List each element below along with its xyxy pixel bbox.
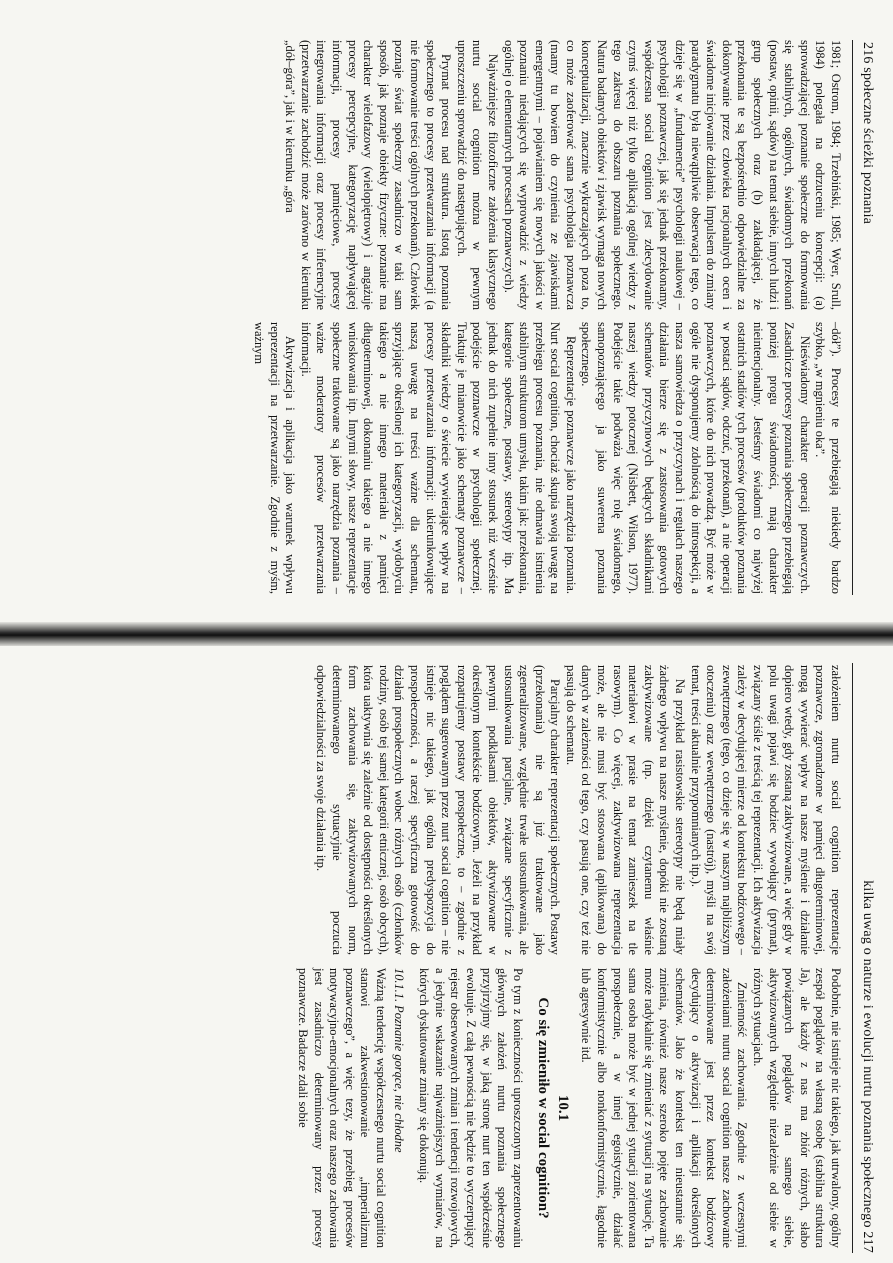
paragraph: założeniem nurtu social cognition reprezentacje poznawcze, zgromadzone w pamięci długoterminowej, mogą wywierać wpływ na nasze myślenie i działanie dopiero wtedy, gdy zostaną zaktywizowane, a więc gdy w polu uwagi pojawi się bodziec wywołujący (prymat), związany ściśle z treścią tej reprezentacji. Ich aktywizacja zależy w decydującej mierze od kontekstu bodźcowego – zewnętrznego (tego, co dzieje się w naszym najbliższym otoczeniu) oraz wewnętrznego (nastrój), myśli na swój temat, treści aktualnie przypomnianych itp.). (688, 665, 843, 955)
paragraph: Reprezentacje poznawcze jako narzędzia poznania. Nurt social cognition, chociaż skupia swoją uwagę na przebiegu procesu poznania, nie odmawia istnienia stabilnym strukturom umysłu, takim jak: przekonania, kategorie społeczne, postawy, stereotypy itp. Ma jednak do nich zupełnie inny stosunek niż wcześnie podejście poznawcze w psychologii społecznej. Traktuje je mianowicie jako schematy poznawcze – składniki wiedzy o świecie wywierające wpływ na procesy przetwarzania informacji: ukierunkowujące naszą uwagę na treści ważne dla schematu, sprzyjające określonej ich kategoryzacji, wydobyciu takiego a nie innego materiału z pamięci długoterminowej, dokonaniu takiego a nie innego wnioskowania itp. Innymi słowy, nasze reprezentacje społeczne traktowane są jako narzędzia poznania – ważne moderatory procesów przetwarzania informacji. (298, 322, 578, 594)
header-rule (852, 40, 853, 595)
paragraph: Nieświadomy charakter operacji poznawczych. Zasadnicze procesy poznania społecznego przebiegają poniżej progu świadomości, mają charakter nieintencjonalny. Jesteśmy świadomi co najwyżej ostatnich stadiów tych procesów (produktów poznania w postaci sądów, odczuć, przekonań), a nie operacji poznawczych, które do nich prowadzą. Być może w ogóle nie dysponujemy zdolnością do introspekcji, a nasza samowiedza o przyczynach i regułach naszego działania bierze się z zastosowania gotowych schematów przyczynowych będących składnikami naszej wiedzy potocznej (Nisbett, Wilson, 1977). Podejście takie podważa więc rolę świadomego, samopoznającego ja jako suwerena poznania społecznego. (579, 322, 812, 594)
section-title: Co się zmieniło w social cognition? (535, 997, 552, 1219)
paragraph: 1981; Ostrom, 1984; Trzebiński, 1985; Wyer, Srull, 1984) polegała na odrzuceniu koncepcji: (a) sprowadzającej poznanie społeczne do formowania się stabilnych, ogólnych, świadomych przekonań (postaw, opinii, sądów) na temat siebie, innych ludzi i grup społecznych oraz (b) zakładającej, że przekonania te są bezpośrednio odpowiedzialne za dokonywanie przez człowieka racjonalnych ocen i świadome inicjowanie działania. Impulsem do zmiany paradygmatu była niewątpliwie obserwacja tego, co dzieje się w „fundamencie” psychologii naukowej – psychologii poznawczej, jak się jednak przekonamy, współczesna social cognition jest zdecydowanie czymś więcej niż tylko aplikacją ogólnej wiedzy z tego zakresu do obszaru poznania społecznego. Natura badanych obiektów i zjawisk wymaga nowych konceptualizacji, znacznie wykraczających poza to, co może zaoferować sama psychologia poznawcza (mamy tu bowiem do czynienia ze zjawiskami emergentnymi – pojawianiem się nowych jakości w poznaniu niedających się wyprowadzić z wiedzy ogólnej o elementarnych procesach poznawczych). (501, 40, 843, 310)
right-column-2 (294, 968, 843, 1248)
running-head-right: kilka uwag o naturze i ewolucji nurtu poznania społecznego 217 (860, 880, 875, 1253)
right-page (0, 643, 893, 1263)
paragraph: Najważniejsze filozoficzne założenia klasycznego nurtu social cognition można w pewnym uproszczeniu sprowadzić do następujących. (454, 40, 500, 310)
paragraph: Podobnie, nie istnieje nic takiego, jak utrwalony, ogólny zespół poglądów na własną osobę (stabilna struktura Ja), ale każdy z nas ma zbiór różnych, słabo powiązanych poglądów na samego siebie, aktywizowanych względnie niezależnie od siebie w różnych sytuacjach. (751, 968, 843, 1248)
paragraph: Parcjalny charakter reprezentacji społecznych. Postawy (przekonania) nie są już traktowane jako zgeneralizowane, względnie trwałe ustosunkowania, ale ustosunkowania parcjalne, związane specyficznie z pewnymi podklasami obiektów, aktywizowane w określonym kontekście bodźcowym. Jeżeli na przykład rozpatrujemy postawy prospołeczne, to – zgodnie z poglądem sugerowanym przez nurt social cognition – nie istnieje nic takiego, jak ogólna predyspozycja do prospołeczności, a raczej specyficzna gotowość do działań prospołecznych wobec różnych osób (członków rodziny, osób tej samej kategorii etnicznej, osób obcych), która uaktywnia się zależnie od dostępności określonych form zachowania się, zaktywizowanych norm, determinowanego sytuacyjnie poczucia odpowiedzialności za swoje działania itp. (314, 665, 563, 955)
paragraph: Aktywizacja i aplikacja jako warunek wpływu reprezentacji na przetwarzanie. Zgodnie z myśm, ważnym (252, 322, 298, 594)
left-page (0, 0, 893, 625)
subsection-heading: 10.1.1. Poznanie gorące, nie chłodne (391, 968, 406, 1153)
left-column-1 (282, 40, 843, 310)
header-rule (852, 663, 853, 1253)
paragraph: Zmienność zachowania. Zgodnie z wczesnymi założeniami nurtu social cognition nasze zachowanie determinowane jest przez kontekst bodźcowy decydujący o aktywizacji i aplikacji określonych schematów. Jako że kontekst ten nieustannie się zmienia, również nasze szeroko pojęte zachowanie może radykalnie się zmieniać z sytuacji na sytuację. Ta sama osoba może być w jednej sytuacji zorientowana prospołecznie, a w innej egoistycznie, działać konformistycznie albo nonkonformistycznie, łagodnie lub agresywnie itd. (579, 968, 750, 1248)
section-number: 10.1 (554, 1094, 571, 1122)
paragraph: Ważną tendencję współczesnego nurtu social cognition stanowi zakwestionowanie „imperializmu poznawczego”, a więc tezy, że przebieg procesów motywacyjno-emocjonalnych oraz naszego zachowania jest zasadniczo determinowany przez procesy poznawcze. Badacze zdali sobie (296, 968, 388, 1248)
left-column-2 (250, 322, 843, 594)
running-head-left: 216 społeczne ścieżki poznania (860, 42, 875, 225)
paragraph: Na przykład rasistowskie stereotypy nie będą miały żadnego wpływu na nasze myślenie, dopóki nie zostaną zaktywizowane (np. dzięki czytanemu właśnie materiałowi w prasie na temat zamieszek na tle rasowym). Co więcej, zaktywizowana reprezentacja może, ale nie musi być stosowana (aplikowana) do danych w zależności od tego, czy pasują one, czy też nie pasują do schematu. (563, 665, 688, 955)
paragraph: –dół”). Procesy te przebiegają niekiedy bardzo szybko, „w mgnieniu oka”. (813, 322, 843, 594)
right-column-1 (313, 665, 843, 955)
paragraph: Po tym z konieczności uproszczonym zaprezentowaniu głównych założeń nurtu poznania społecznego przyjrzyjmy się, w jaką stronę nurt ten współcześnie ewoluuje. Z całą pewnością nie będzie to wyczerpujący rejestr obserwowanych zmian i tendencji rozwojowych, a jedynie wskazanie najważniejszych wymiarów, na których dyskutowane zmiany się dokonują. (417, 968, 525, 1248)
paragraph: Prymat procesu nad struktura. Istotą poznania społecznego to procesy przetwarzania informacji (a nie formowanie treści ogólnych przekonań). Człowiek poznaje świat społeczny zasadniczo w taki sam sposób, jak poznaje obiekty fizyczne: poznanie ma charakter wielofazowy (wielopiętrowy) i angażuje procesy percepcyjne, kategoryzację napływającej informacji, procesy pamięciowe, procesy integrowania informacji oraz procesy inferencyjne (przetwarzanie zachodzić może zarówno w kierunku „dół–góra”, jak i w kierunku „góra (283, 40, 454, 310)
